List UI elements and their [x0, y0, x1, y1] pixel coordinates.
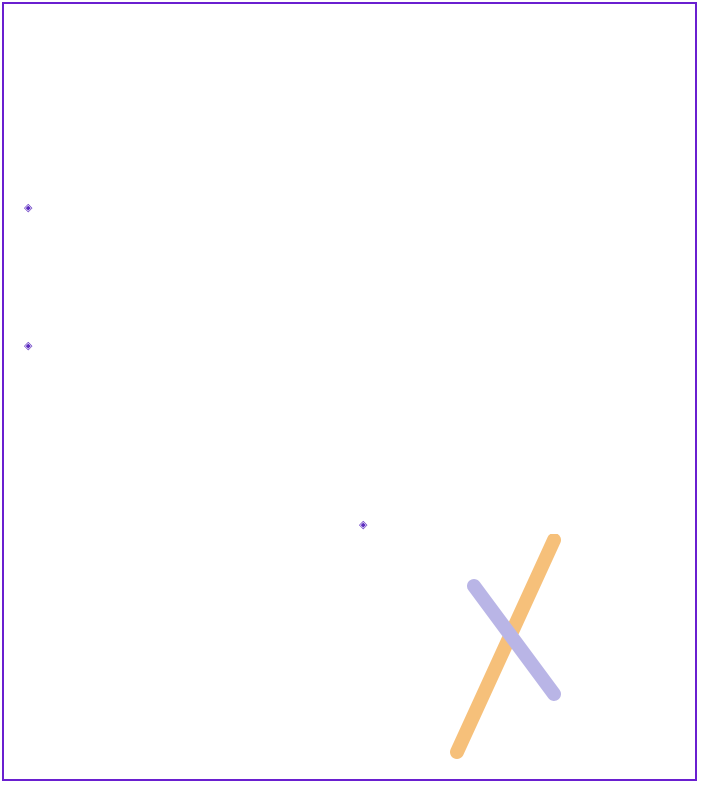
- document-page: [2, 2, 697, 781]
- sec3-A: [24, 337, 38, 352]
- diamond-bullet-icon: ◈: [24, 201, 33, 214]
- diamond-bullet-icon: ◈: [359, 518, 368, 531]
- diamond-bullet-icon: ◈: [24, 339, 33, 352]
- pascal-triangle: [359, 534, 699, 784]
- sec2-note: [24, 199, 38, 214]
- hockey-stick-orange: [457, 540, 554, 752]
- hockey-heading: [359, 516, 373, 531]
